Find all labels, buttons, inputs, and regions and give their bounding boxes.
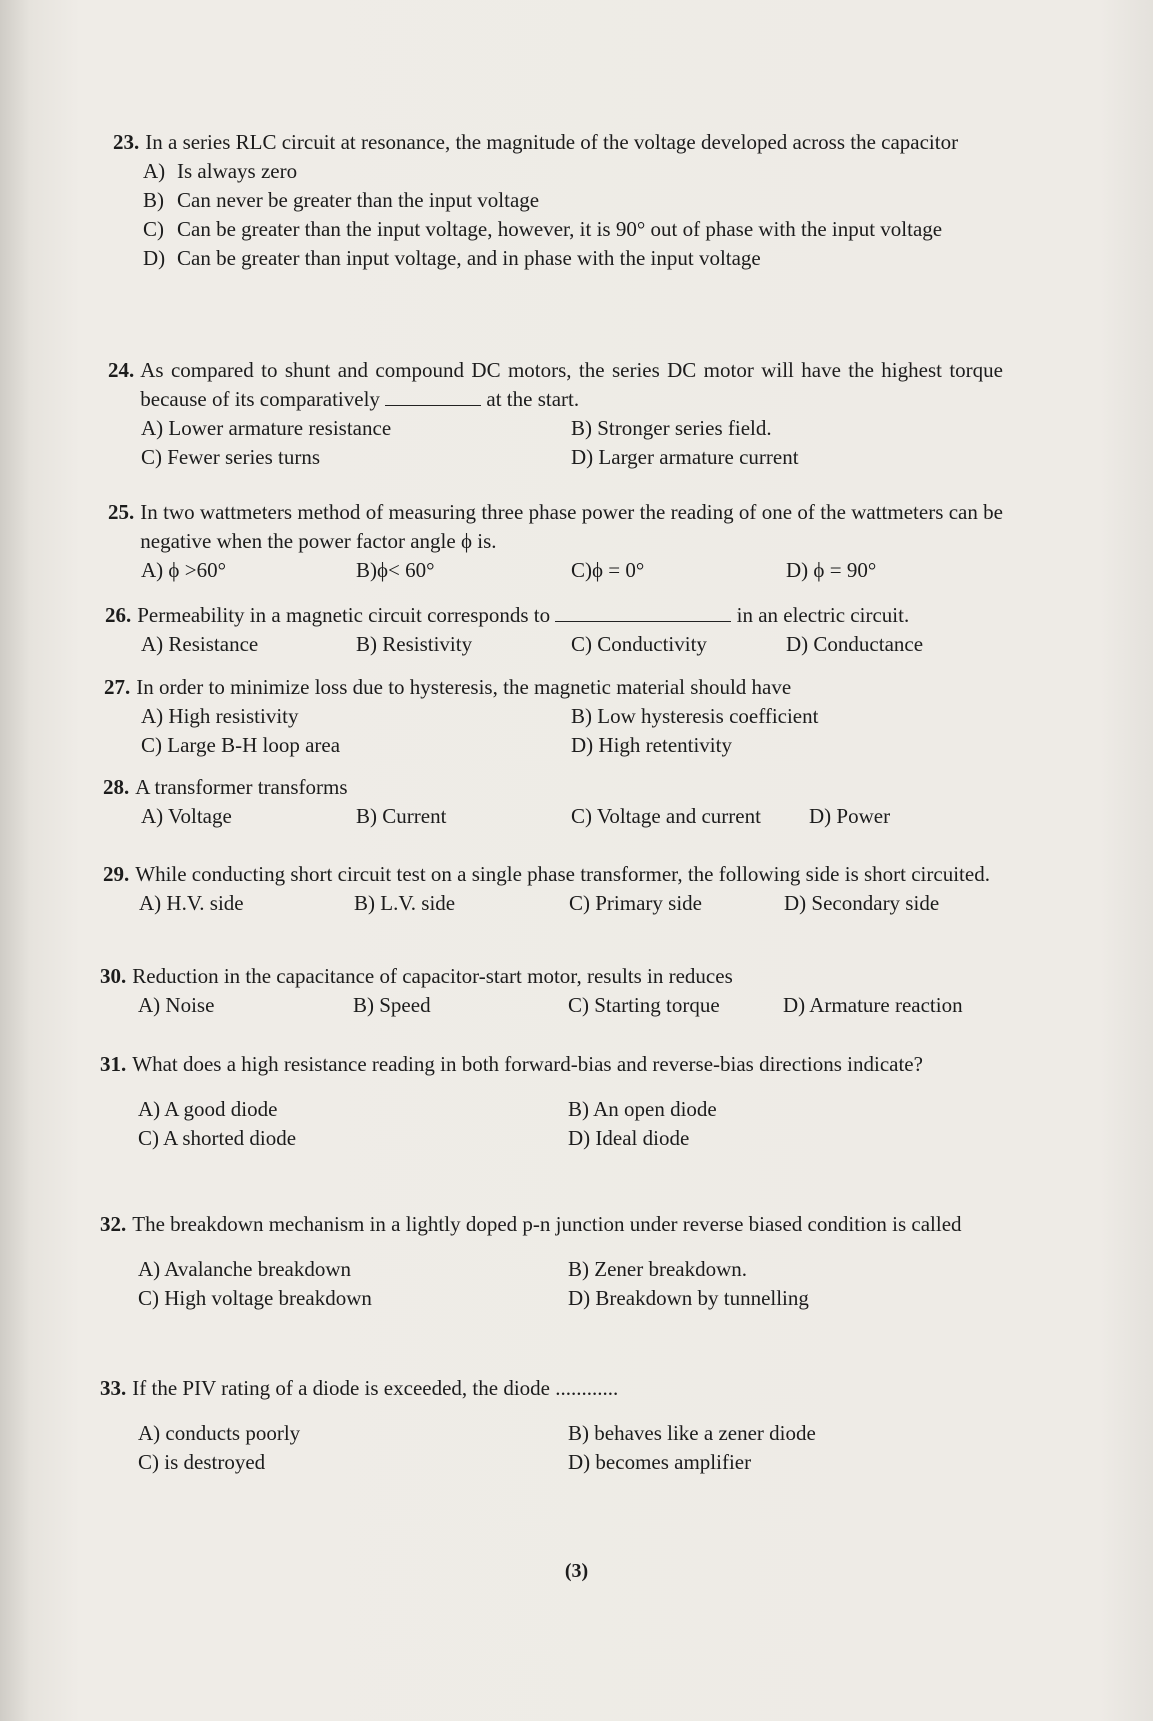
question-number: 29. xyxy=(103,862,130,886)
option-c: C)ϕ = 0° xyxy=(571,558,645,582)
question-text: If the PIV rating of a diode is exceeded, the diode ............ xyxy=(132,1376,619,1400)
question-number: 33. xyxy=(100,1376,127,1400)
question-text: Permeability in a magnetic circuit corresponds to in an electric circuit. xyxy=(137,603,910,627)
option-c: C) A shorted diode xyxy=(138,1126,297,1150)
question-number: 30. xyxy=(100,964,127,988)
question-text: Reduction in the capacitance of capacitor-start motor, results in reduces xyxy=(132,964,733,988)
answer-blank xyxy=(385,387,481,406)
question-text: The breakdown mechanism in a lightly doped p-n junction under reverse biased condition is called xyxy=(132,1212,962,1236)
option-b: B) L.V. side xyxy=(354,891,456,915)
option-d: D) Armature reaction xyxy=(783,993,963,1017)
option-b: B) Resistivity xyxy=(356,632,473,656)
option-d: D) Power xyxy=(809,804,891,828)
option-a: A) H.V. side xyxy=(139,891,244,915)
option-d: D) Ideal diode xyxy=(568,1126,690,1150)
option-c: C) Voltage and current xyxy=(571,804,761,828)
question-number: 23. xyxy=(113,130,140,154)
question-text: In two wattmeters method of measuring three phase power the reading of one of the wattmeters can be negative when the power factor angle ϕ is. xyxy=(140,500,1003,553)
option-d: D) Can be greater than input voltage, and in phase with the input voltage xyxy=(143,246,761,270)
question-number: 28. xyxy=(103,775,130,799)
question-number: 27. xyxy=(104,675,131,699)
option-a: A) Avalanche breakdown xyxy=(138,1257,352,1281)
option-b: B) Speed xyxy=(353,993,431,1017)
option-b: B) behaves like a zener diode xyxy=(568,1421,816,1445)
question-23 xyxy=(113,128,1003,273)
option-b: B) Can never be greater than the input voltage xyxy=(143,188,540,212)
option-d: D) becomes amplifier xyxy=(568,1450,752,1474)
question-29 xyxy=(103,860,1003,918)
answer-blank xyxy=(555,603,731,622)
option-c: C) High voltage breakdown xyxy=(138,1286,372,1310)
option-c: C) Conductivity xyxy=(571,632,707,656)
option-a: A) Voltage xyxy=(141,804,232,828)
question-33 xyxy=(100,1374,1000,1477)
question-number: 25. xyxy=(108,500,135,524)
question-number: 26. xyxy=(105,603,132,627)
option-a: A) Is always zero xyxy=(143,159,298,183)
option-d: D) Secondary side xyxy=(784,891,940,915)
question-30 xyxy=(100,962,1000,1020)
option-a: A) ϕ >60° xyxy=(141,558,226,582)
option-c: C) Can be greater than the input voltage, however, it is 90° out of phase with the input voltage xyxy=(143,217,943,241)
option-c: C) Starting torque xyxy=(568,993,720,1017)
question-32 xyxy=(100,1210,1000,1313)
option-d: D) Breakdown by tunnelling xyxy=(568,1286,809,1310)
option-d: D) High retentivity xyxy=(571,733,732,757)
option-d: D) Larger armature current xyxy=(571,445,799,469)
page-number: (3) xyxy=(564,1560,589,1582)
option-d: D) Conductance xyxy=(786,632,924,656)
option-b: B) Stronger series field. xyxy=(571,416,772,440)
option-a: A) Lower armature resistance xyxy=(141,416,392,440)
question-number: 24. xyxy=(108,358,135,382)
option-c: C) Primary side xyxy=(569,891,702,915)
option-a: A) Resistance xyxy=(141,632,259,656)
option-b: B) Current xyxy=(356,804,447,828)
question-number: 32. xyxy=(100,1212,127,1236)
option-b: B) Zener breakdown. xyxy=(568,1257,748,1281)
option-a: A) High resistivity xyxy=(141,704,299,728)
option-b: B) Low hysteresis coefficient xyxy=(571,704,819,728)
question-text: A transformer transforms xyxy=(135,775,348,799)
option-a: A) conducts poorly xyxy=(138,1421,301,1445)
question-text: In order to minimize loss due to hysteresis, the magnetic material should have xyxy=(136,675,792,699)
question-text: While conducting short circuit test on a single phase transformer, the following side is short circuited. xyxy=(135,862,990,886)
question-25 xyxy=(108,498,1003,585)
question-text: What does a high resistance reading in both forward-bias and reverse-bias directions indicate? xyxy=(132,1052,923,1076)
option-b: B)ϕ< 60° xyxy=(356,558,435,582)
option-c: C) is destroyed xyxy=(138,1450,266,1474)
option-d: D) ϕ = 90° xyxy=(786,558,877,582)
option-c: C) Large B-H loop area xyxy=(141,733,341,757)
question-31 xyxy=(100,1050,1000,1153)
option-b: B) An open diode xyxy=(568,1097,717,1121)
question-24 xyxy=(108,356,1003,472)
question-text: As compared to shunt and compound DC motors, the series DC motor will have the highest torque because of its comparatively at the start. xyxy=(140,358,1003,411)
option-c: C) Fewer series turns xyxy=(141,445,321,469)
question-26 xyxy=(105,601,1005,659)
option-a: A) Noise xyxy=(138,993,215,1017)
question-27 xyxy=(104,673,1004,760)
question-text: In a series RLC circuit at resonance, the magnitude of the voltage developed across the capacitor xyxy=(145,130,959,154)
option-a: A) A good diode xyxy=(138,1097,278,1121)
question-number: 31. xyxy=(100,1052,127,1076)
question-28 xyxy=(103,773,1003,831)
